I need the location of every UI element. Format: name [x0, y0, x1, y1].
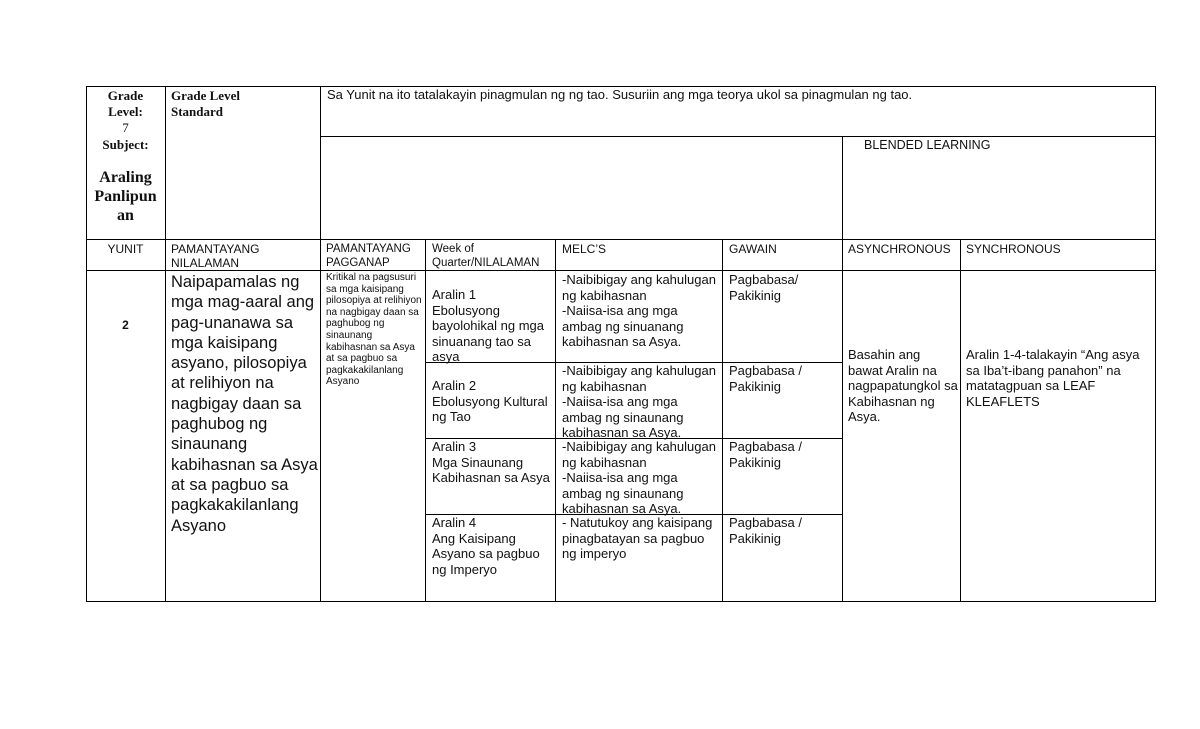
asynchronous-text: Basahin ang bawat Aralin na nagpapatungkol sa Kabihasnan ng Asya. [848, 347, 958, 424]
table-border-left [86, 86, 87, 602]
synchronous-text: Aralin 1-4-talakayin “Ang asya sa Iba’t-ibang panahon” na matatagpuan sa LEAF KLEAFLETS [966, 347, 1140, 409]
col-rule-1 [165, 86, 166, 602]
col-rule-4 [555, 239, 556, 602]
subject-label: Subject: [102, 137, 149, 152]
col-rule-7 [960, 239, 961, 602]
column-header-week: Week of Quarter/NILALAMAN [432, 243, 540, 269]
lesson-1-gawain: Pagbabasa/ Pakikinig [729, 272, 799, 303]
lesson-3-melc: -Naibibigay ang kahulugan ng kabihasnan -Naiisa-isa ang mga ambag ng sinaunang kabihasnan sa Asya. [562, 439, 716, 516]
col-rule-3 [425, 239, 426, 602]
lesson-2-week: Aralin 2 Ebolusyong Kultural ng Tao [432, 378, 548, 424]
yunit-value: 2 [122, 318, 129, 332]
grade-level-value: 7 [122, 120, 129, 135]
grade-level-standard-text: Sa Yunit na ito tatalakayin pinagmulan ng ng tao. Susuriin ang mga teorya ukol sa pinagmulan ng tao. [327, 87, 913, 102]
column-header-synchronous: SYNCHRONOUS [966, 242, 1061, 256]
col-rule-6 [842, 136, 843, 602]
lesson-2-melc: -Naibibigay ang kahulugan ng kabihasnan -Naiisa-isa ang mga ambag ng sinaunang kabihasnan sa Asya. [562, 363, 716, 440]
rule-below-headers [86, 270, 1156, 271]
column-header-gawain: GAWAIN [729, 242, 777, 256]
column-header-pamantayang-nilalaman: PAMANTAYANG NILALAMAN [171, 242, 260, 270]
lesson-2-gawain: Pagbabasa / Pakikinig [729, 363, 803, 394]
lesson-3-gawain: Pagbabasa / Pakikinig [729, 439, 803, 470]
lesson-3-week: Aralin 3 Mga Sinaunang Kabihasnan sa Asya [432, 439, 550, 485]
lesson-4-week: Aralin 4 Ang Kaisipang Asyano sa pagbuo ng Imperyo [432, 515, 540, 577]
rule-above-headers [86, 239, 1156, 240]
blended-learning-label: BLENDED LEARNING [864, 138, 991, 152]
table-border-right [1155, 86, 1156, 602]
column-header-asynchronous: ASYNCHRONOUS [848, 242, 951, 256]
pamantayang-nilalaman-text: Naipapamalas ng mga mag-aaral ang pag-unanawa sa mga kaisipang asyano, pilosopiya at relihiyon na nagbigay daan sa paghubog ng sinaunang kabihasnan sa Asya at sa pagbuo sa pagkakakilanlang Asyano [171, 273, 318, 535]
column-header-pamantayang-pagganap: PAMANTAYANG PAGGANAP [326, 243, 411, 269]
col-rule-5 [722, 239, 723, 602]
table-border-bottom [86, 601, 1156, 602]
rule-under-standard [320, 136, 1156, 137]
lesson-4-gawain: Pagbabasa / Pakikinig [729, 515, 803, 546]
column-header-yunit: YUNIT [107, 242, 144, 256]
subject-value: Araling Panlipun an [94, 169, 157, 224]
grade-level-label: Grade Level: [107, 88, 144, 119]
col-rule-2 [320, 86, 321, 602]
lesson-1-week: Aralin 1 Ebolusyong bayolohikal ng mga sinuanang tao sa asya [432, 287, 545, 364]
column-header-melcs: MELC’S [562, 242, 607, 256]
lesson-4-melc: - Natutukoy ang kaisipang pinagbatayan sa pagbuo ng imperyo [562, 515, 713, 561]
pamantayang-pagganap-text: Kritikal na pagsusuri sa mga kaisipang pilosopiya at relihiyon na nagbigay daan sa paghubog ng sinaunang kabihasnan sa Asya at sa pagbuo sa pagkakakilanlang Asyano [326, 272, 422, 388]
lesson-1-melc: -Naibibigay ang kahulugan ng kabihasnan -Naiisa-isa ang mga ambag ng sinuanang kabihasnan sa Asya. [562, 272, 716, 349]
grade-level-standard-label: Grade Level Standard [171, 88, 240, 119]
